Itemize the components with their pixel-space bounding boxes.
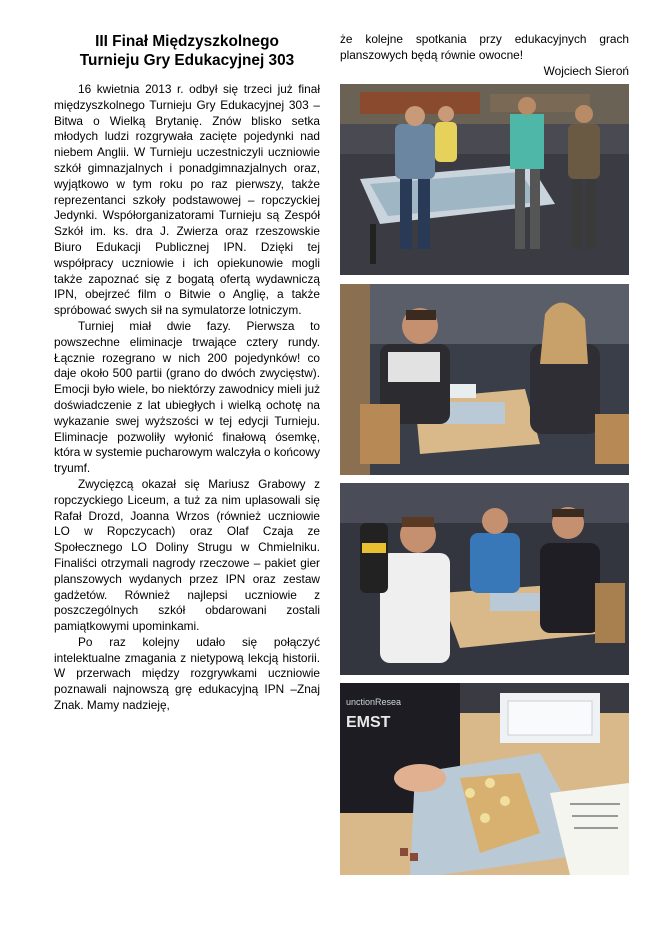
photo-gym-overview [340,84,629,275]
photo-gym-overview-image [340,84,629,275]
photo-players-table-image [340,284,629,475]
shirt-logo: EMST [346,714,391,731]
article-left-column [54,32,320,714]
title-line-2: Turnieju Gry Edukacyjnej 303 [79,52,295,69]
article-title [54,32,320,70]
photo-match-in-progress-image [340,483,629,675]
paragraph-phases: Turniej miał dwie fazy. Pierwsza to powszechne eliminacje trwające cztery rundy. Łącznie rozegrano w nich 200 pojedynków! co daje około 500 partii (grano do dwóch zwycięstw). Emocji było wiele, bo niektórzy zawodnicy mieli już doświadczenie z lat ubiegłych i wielką ochotę na wykazanie swej wyższości w tej edycji Turnieju. Eliminacje pozwoliły wyłonić finałową ósemkę, która w systemie pucharowym walczyła o końcowy tryumf. [54,318,320,476]
photo-players-table [340,284,629,475]
photo-board-closeup-image [340,683,629,875]
author-signature: Wojciech Sieroń [543,63,629,78]
title-line-1: III Finał Międzyszkolnego [95,33,279,50]
paragraph-history-lesson: Po raz kolejny udało się połączyć intelektualne zmagania z nietypową lekcją historii. W przerwach między rozgrywkami uczniowie poznawali najnowszą grę edukacyjną IPN –Znaj Znak. Mamy nadzieję, [54,634,320,713]
paragraph-intro: 16 kwietnia 2013 r. odbył się trzeci już finał międzyszkolnego Turnieju Gry Edukacyjnej 303 – Bitwa o Wielką Brytanię. Znów blisko setka młodych ludzi rozgrywała zacięte pojedynki nad niebem Anglii. W Turnieju uczestniczyli uczniowie szkół gimnazjalnych i ponadgimnazjalnych oraz, wyjątkowo w tym roku po raz pierwszy, także reprezentanci szkoły podstawowej – ropczyckiej Jedynki. Współorganizatorami Turnieju są Zespół Szkół im. ks. dra J. Zwierza oraz rzeszowskie Biuro Edukacji Publicznej IPN. Dzięki tej współpracy uczniowie i ich opiekunowie mogli także zapoznać się z bogatą ofertą wydawniczą IPN, obejrzeć film o Bitwie o Anglię, a także spróbować swych sił na symulatorze lotniczym. [54,82,320,318]
photo-match-in-progress [340,483,629,675]
article-right-column [340,32,629,79]
paragraph-continuation: że kolejne spotkania przy edukacyjnych grach planszowych będą równie owocne! [340,32,629,62]
paragraph-winners: Zwycięzcą okazał się Mariusz Grabowy z ropczyckiego Liceum, a tuż za nim uplasowali się Rafał Drozd, Joanna Wrzos (również uczniowie LO w Ropczycach) oraz Olaf Czaja ze Społecznego LO Doliny Strugu w Chmielniku. Finaliści otrzymali nagrody rzeczowe – pakiet gier planszowych wydanych przez IPN oraz zestaw gadżetów. Również najlepsi uczniowie z poszczególnych szkół obdarowani zostali pamiątkowymi upominkami. [54,476,320,634]
shirt-text: unctionResea [346,697,402,707]
photo-board-closeup [340,683,629,875]
